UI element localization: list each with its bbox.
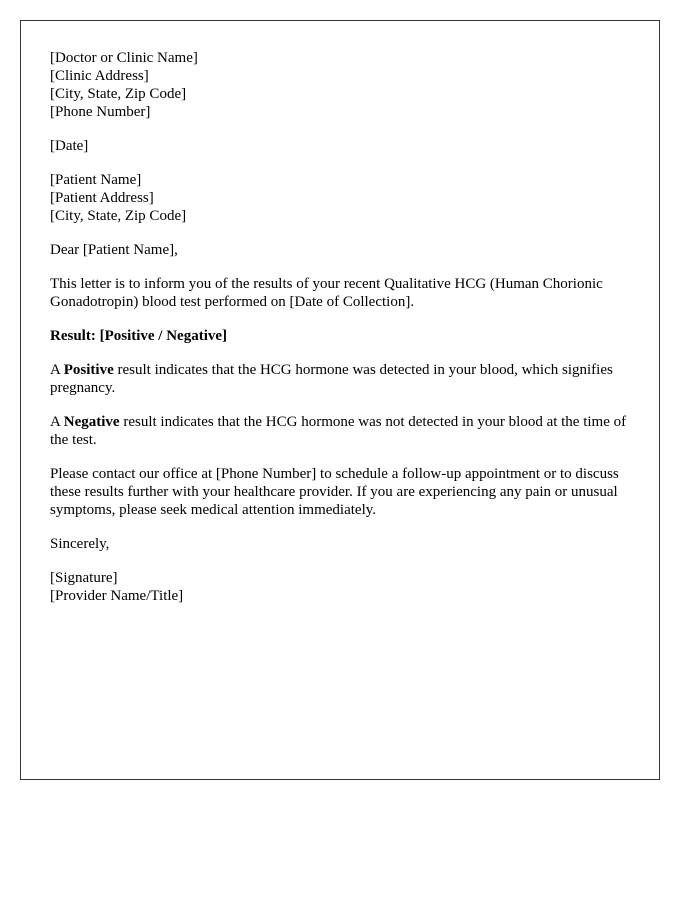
result-line [50,327,630,345]
letter-content [50,49,630,621]
positive-term: Positive [63,362,114,378]
letter-date: [Date] [50,138,89,154]
letter-page [20,20,660,780]
result-label: Result: [Positive / Negative] [50,328,228,344]
negative-prefix: A [50,414,64,430]
negative-term: Negative [63,414,120,430]
recipient-block [50,171,630,225]
sender-name: [Doctor or Clinic Name] [50,50,198,66]
recipient-name: [Patient Name] [50,172,142,188]
sender-address: [Clinic Address] [50,68,149,84]
signature-line: [Signature] [50,570,118,586]
sender-block [50,49,630,121]
sender-phone: [Phone Number] [50,104,151,120]
provider-name-title: [Provider Name/Title] [50,588,184,604]
positive-text: result indicates that the HCG hormone was detected in your blood, which signifies pregnancy. [50,362,613,396]
signature-block [50,569,630,605]
positive-prefix: A [50,362,64,378]
salutation: Dear [Patient Name], [50,242,178,258]
intro-paragraph: This letter is to inform you of the results of your recent Qualitative HCG (Human Chorionic Gonadotropin) blood test performed on [Date of Collection]. [50,276,603,310]
contact-paragraph: Please contact our office at [Phone Number] to schedule a follow-up appointment or to discuss these results further with your healthcare provider. If you are experiencing any pain or unusual symptoms, please seek medical attention immediately. [50,466,619,518]
negative-paragraph [50,413,630,449]
positive-paragraph [50,361,630,397]
recipient-address: [Patient Address] [50,190,154,206]
recipient-city-state-zip: [City, State, Zip Code] [50,208,187,224]
closing: Sincerely, [50,536,110,552]
negative-text: result indicates that the HCG hormone was not detected in your blood at the time of the test. [50,414,627,448]
sender-city-state-zip: [City, State, Zip Code] [50,86,187,102]
